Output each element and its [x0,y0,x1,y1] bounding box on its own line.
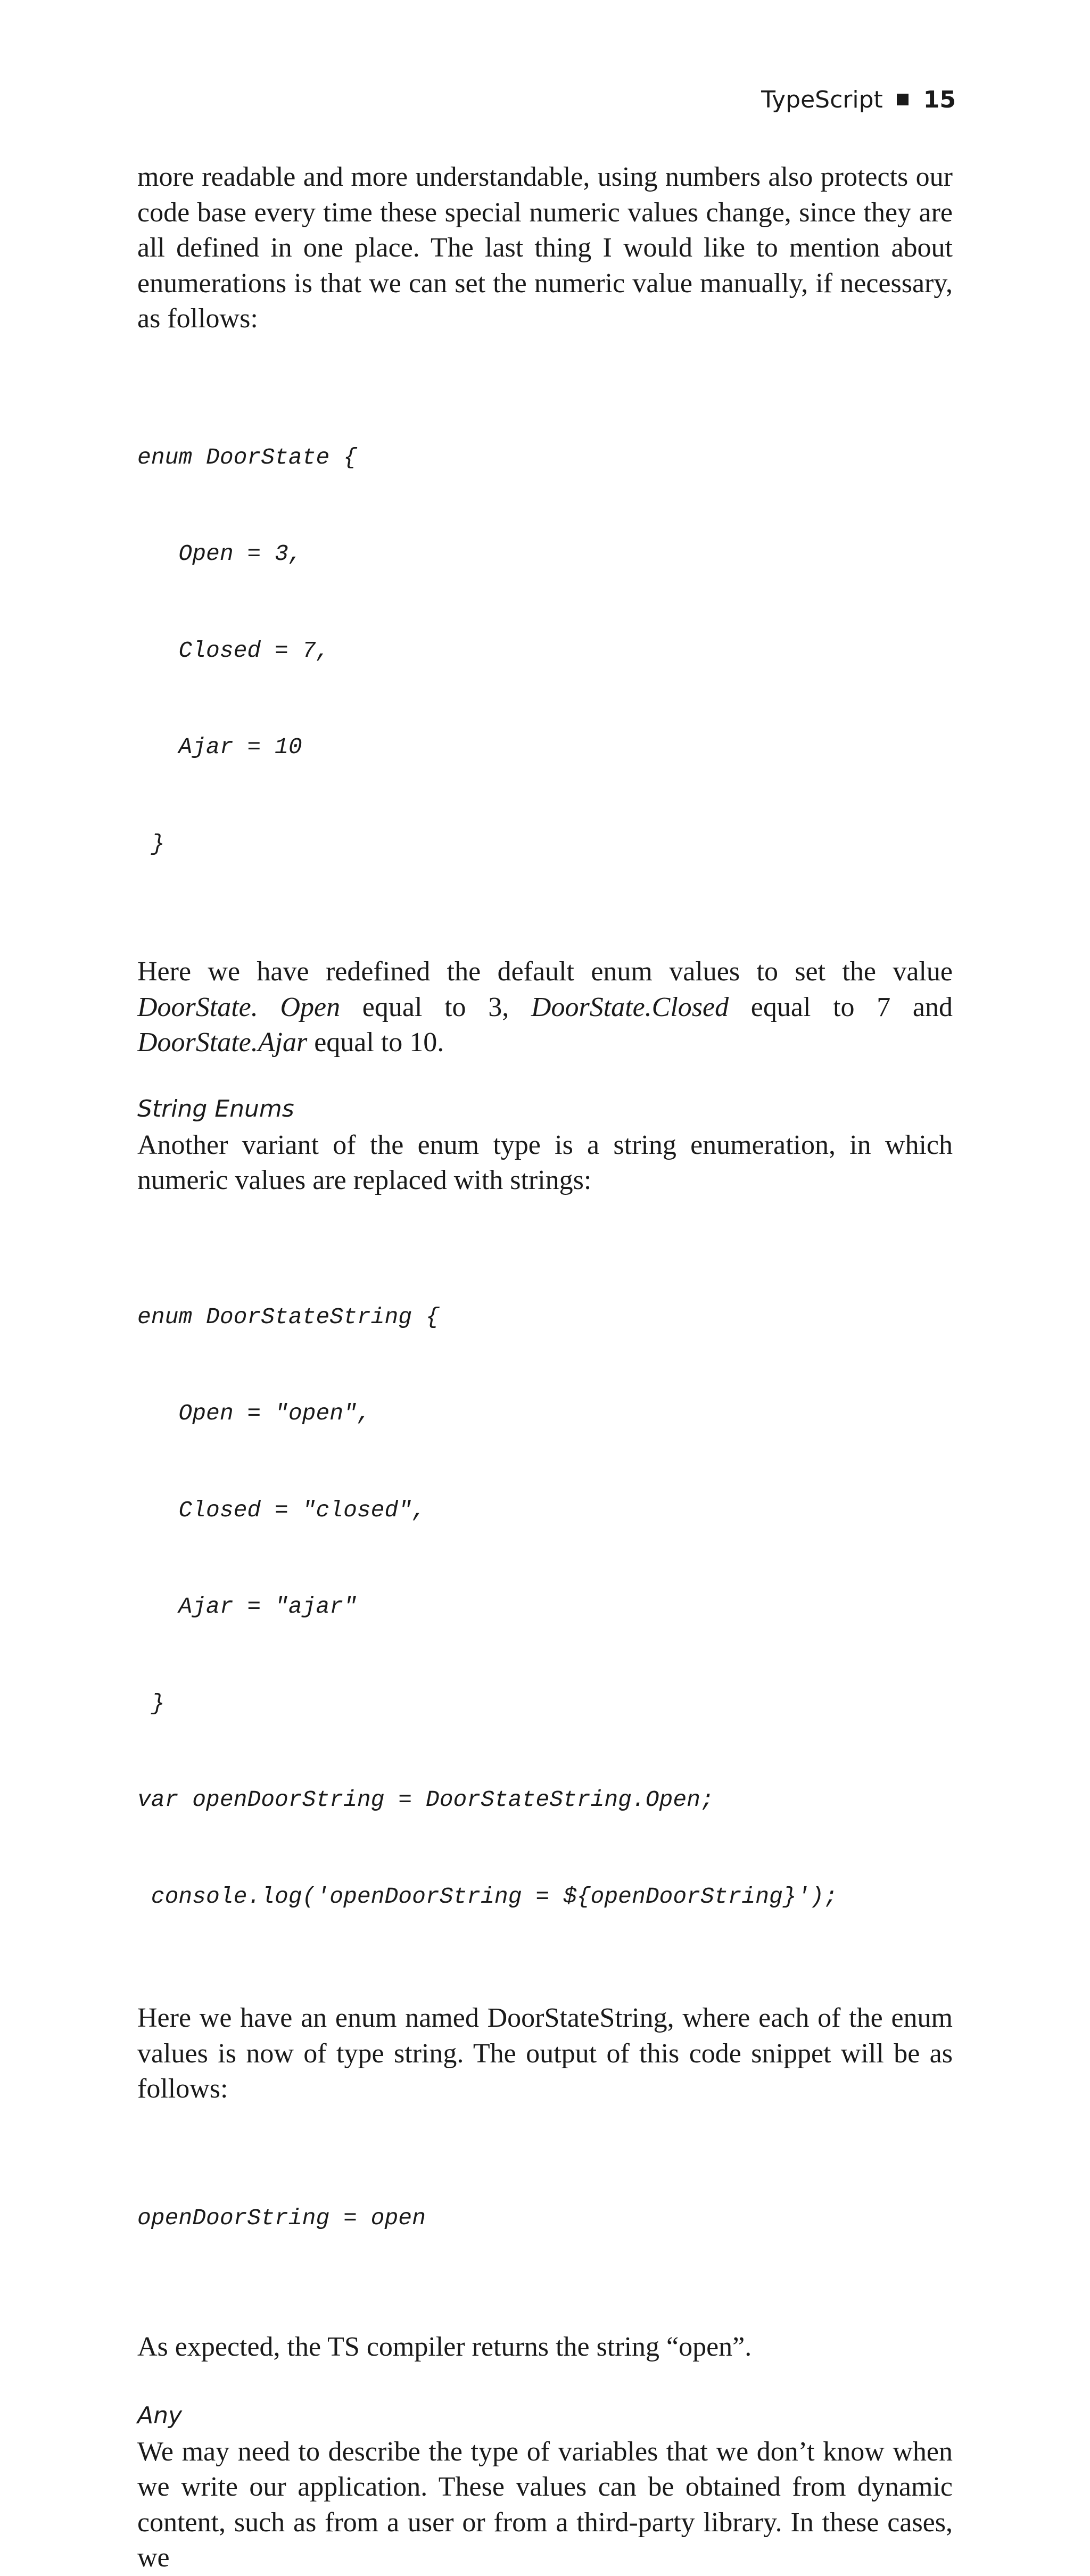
paragraph-string-enums: Another variant of the enum type is a string enumeration, in which numeric values are replaced with strings: [137,1129,953,1195]
code-line: openDoorString = open [137,2205,426,2231]
code-line: Ajar = 10 [137,734,302,760]
text-run: equal to 3, [340,992,531,1022]
code-block-enum-doorstatestring [137,1237,953,1978]
code-block-enum-doorstate [137,377,953,925]
running-header [761,85,956,115]
code-block-output [137,2138,953,2299]
subheading-any: Any [137,2401,183,2429]
italic-term: DoorState. Open [137,992,341,1022]
code-line: } [137,1690,165,1716]
page-body [137,160,953,2576]
paragraph-any-type: We may need to describe the type of variables that we don’t know when we write our application. These values can be obtained from dynamic content, such as from a user or from a third-party library. In these cases, we [137,2436,953,2573]
code-line: console.log('openDoorString = ${openDoorString}'); [137,1883,838,1910]
page-number: 15 [923,86,956,113]
code-line: enum DoorState { [137,444,357,470]
italic-term: DoorState.Ajar [137,1027,308,1058]
code-line: Closed = "closed", [137,1497,426,1523]
paragraph-enum-intro: more readable and more understandable, using numbers also protects our code base every time these special numeric values change, since they are all defined in one place. The last thing I would like to mention about enumerations is that we can set the numeric value manually, if necessary, as follows: [137,162,953,334]
paragraph-compiler-result: As expected, the TS compiler returns the string “open”. [137,2332,752,2362]
code-line: } [137,830,165,857]
subheading-string-enums: String Enums [137,1095,294,1122]
text-run: Here we have redefined the default enum values to set the value [137,956,953,987]
italic-term: DoorState.Closed [531,992,729,1022]
text-run: equal to 10. [307,1027,444,1058]
code-line: var openDoorString = DoorStateString.Open; [137,1787,714,1813]
running-title: TypeScript [761,86,883,113]
code-line: enum DoorStateString { [137,1303,440,1330]
text-run: equal to 7 and [729,992,953,1022]
paragraph-redefined-values [137,954,953,1061]
code-line: Closed = 7, [137,637,330,664]
paragraph-doorstatestring: Here we have an enum named DoorStateString, where each of the enum values is now of type string. The output of this code snippet will be as follows: [137,2003,953,2104]
code-line: Open = "open", [137,1400,371,1426]
code-line: Ajar = "ajar" [137,1594,357,1620]
code-line: Open = 3, [137,541,302,567]
square-bullet-icon [897,94,909,105]
